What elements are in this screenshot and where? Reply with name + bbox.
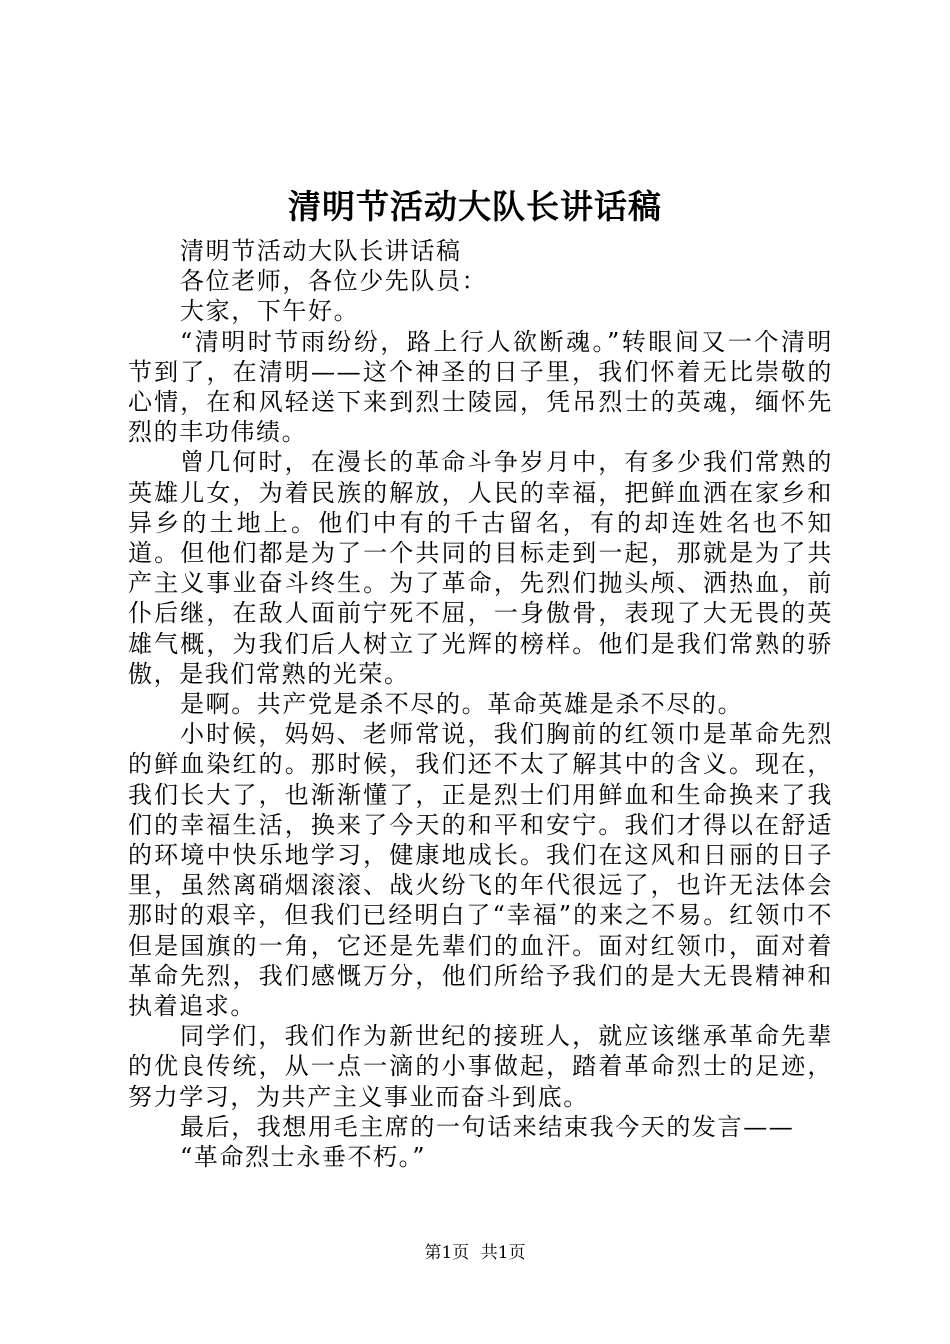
paragraph-greeting: 大家，下午好。 <box>180 297 360 326</box>
paragraph-body: 曾几何时，在漫长的革命斗争岁月中，有多少我们常熟的英雄儿女，为着民族的解放，人民的幸福，把鲜血洒在家乡和异乡的土地上。他们中有的千古留名，有的却连姓名也不知道。但他们都是为了一个共同的目标走到一起，那就是为了共产主义事业奋斗终生。为了革命，先烈们抛头颅、洒热血，前仆后继，在敌人面前宁死不屈，一身傲骨，表现了大无畏的英雄气概，为我们后人树立了光辉的榜样。他们是我们常熟的骄傲，是我们常熟的光荣。 <box>128 448 833 688</box>
paragraph-quote: “革命烈士永垂不朽。” <box>180 1143 427 1172</box>
paragraph-heading: 清明节活动大队长讲话稿 <box>180 237 462 265</box>
page-footer <box>0 1242 950 1264</box>
paragraph-salutation: 各位老师，各位少先队员： <box>180 267 488 296</box>
paragraph-body: “清明时节雨纷纷，路上行人欲断魂。”转眼间又一个清明节到了，在清明——这个神圣的日子里，我们怀着无比崇敬的心情，在和风轻送下来到烈士陵园，凭吊烈士的英魂，缅怀先烈的丰功伟绩。 <box>128 327 833 447</box>
paragraph-body: 是啊。共产党是杀不尽的。革命英雄是杀不尽的。 <box>180 690 744 719</box>
page-total: 共1页 <box>480 1243 526 1263</box>
paragraph-body: 同学们，我们作为新世纪的接班人，就应该继承革命先辈的优良传统，从一点一滴的小事做起，踏着革命烈士的足迹，努力学习，为共产主义事业而奋斗到底。 <box>128 1022 833 1111</box>
paragraph-closing: 最后，我想用毛主席的一句话来结束我今天的发言—— <box>180 1112 795 1141</box>
paragraph-body: 小时候，妈妈、老师常说，我们胸前的红领巾是革命先烈的鲜血染红的。那时候，我们还不太了解其中的含义。现在，我们长大了，也渐渐懂了，正是烈士们用鲜血和生命换来了我们的幸福生活，换来了今天的和平和安宁。我们才得以在舒适的环境中快乐地学习，健康地成长。我们在这风和日丽的日子里，虽然离硝烟滚滚、战火纷飞的年代很远了，也许无法体会那时的艰辛，但我们已经明白了“幸福”的来之不易。红领巾不但是国旗的一角，它还是先辈们的血汗。面对红领巾，面对着革命先烈，我们感慨万分，他们所给予我们的是大无畏精神和执着追求。 <box>128 720 833 1021</box>
document-body <box>128 236 833 1172</box>
document-title: 清明节活动大队长讲话稿 <box>288 187 662 226</box>
page-number: 第1页 <box>424 1243 470 1263</box>
